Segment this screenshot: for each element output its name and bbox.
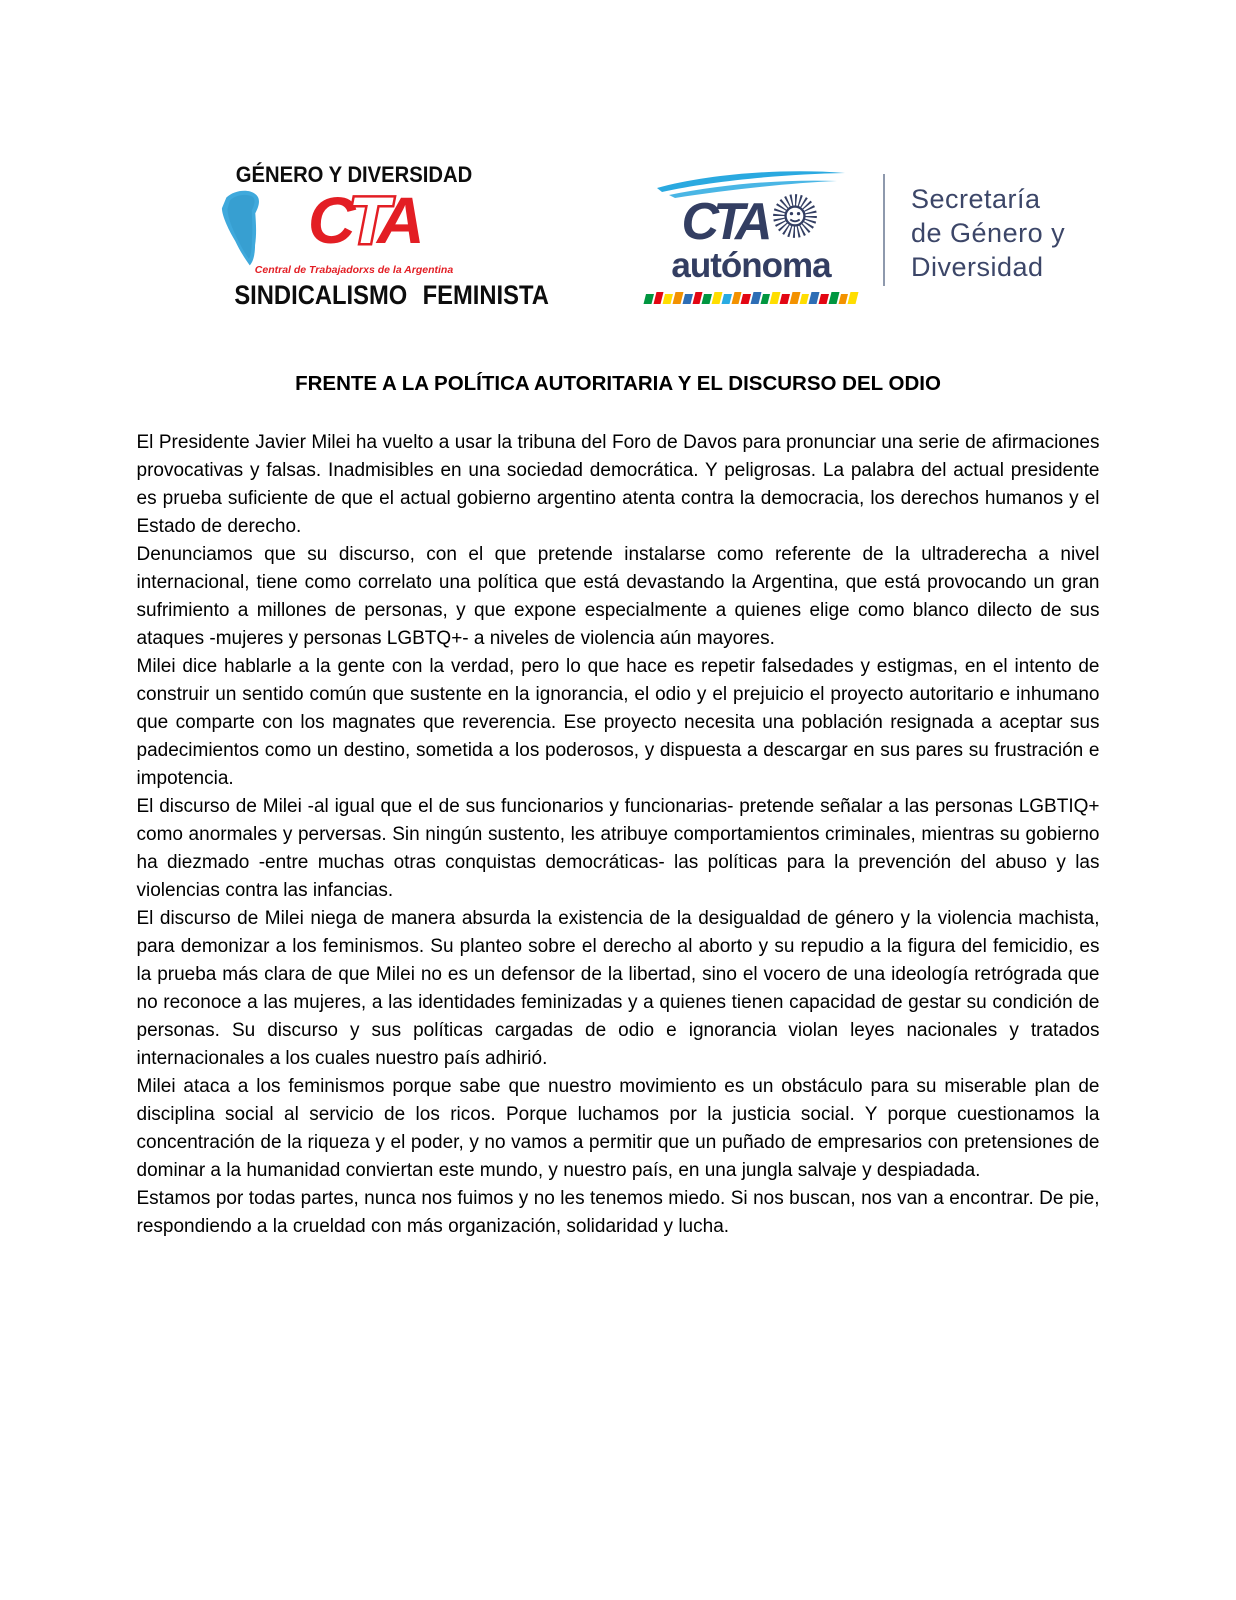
stripe-chip [760, 294, 770, 304]
cta-letter-right: T [713, 193, 735, 251]
autonoma-label: autónoma [671, 246, 831, 285]
stripe-chip [741, 294, 751, 304]
paragraph: Denunciamos que su discurso, con el que pretende instalarse como referente de la ultraderecha a nivel internacional, tiene como correlato una política que está devastando la Argentina, que está provocando un gran sufrimiento a millones de personas, y que expone especialmente a quienes elige como blanco dilecto de sus ataques -mujeres y personas LGBTQ+- a niveles de violencia aún mayores. [136, 544, 1100, 649]
cta-letter-right: C [681, 193, 714, 251]
stripe-chip [799, 294, 809, 304]
logo-cta-autonoma-secretaria [645, 168, 1065, 304]
logo-left-subtitle: Central de Trabajadorxs de la Argentina [254, 264, 454, 276]
south-america-map-icon [212, 182, 287, 277]
org-name-line: de Género y [911, 218, 1066, 248]
cta-letter-left: C [307, 183, 349, 257]
org-name-line: Diversidad [911, 252, 1044, 282]
org-name-line: Secretaría [911, 184, 1041, 214]
sun-icon [769, 190, 821, 247]
stripe-chip [702, 294, 712, 304]
logo-divider-line [883, 174, 885, 286]
logo-left-top-text: GÉNERO Y DIVERSIDAD [235, 162, 473, 187]
document-body [137, 429, 1100, 1241]
stripe-chip [721, 294, 731, 304]
stripe-chip [819, 294, 829, 304]
cta-right-wordmark [645, 193, 857, 251]
cta-letter-right: A [734, 193, 767, 251]
cta-letter-left: A [376, 183, 418, 257]
paragraph: El Presidente Javier Milei ha vuelto a usar la tribuna del Foro de Davos para pronunciar una serie de afirmaciones provocativas y falsas. Inadmisibles en una sociedad democrática. Y peligrosas. La palabra del actual presidente es prueba suficiente de que el actual gobierno argentino atenta contra la democracia, los derechos humanos y el Estado de derecho. [136, 432, 1100, 537]
stripe-chip [838, 294, 848, 304]
cta-letter-left: T [348, 183, 377, 257]
paragraph: Milei dice hablarle a la gente con la verdad, pero lo que hace es repetir falsedades y estigmas, en el intento de construir un sentido común que sustente en la ignorancia, el odio y el prejuicio el proyecto autoritario e inhumano que comparte con los magnates que reverencia. Ese proyecto necesita una población resignada a aceptar sus padecimientos como un destino, sometida a los poderosos, y dispuesta a descargar en sus pares su frustración e impotencia. [136, 656, 1100, 789]
cta-left-letters [308, 184, 418, 256]
org-name [911, 182, 1065, 284]
document-title: FRENTE A LA POLÍTICA AUTORITARIA Y EL DISCURSO DEL ODIO [295, 372, 941, 395]
logo-cta-genero-diversidad [218, 162, 549, 311]
stripe-chip [780, 294, 790, 304]
stripe-chip [848, 292, 859, 304]
cta-right-letters [681, 193, 767, 251]
paragraph: Estamos por todas partes, nunca nos fuimos y no les tenemos miedo. Si nos buscan, nos van a encontrar. De pie, respondiendo a la crueldad con más organización, solidaridad y lucha. [136, 1188, 1100, 1237]
logo-left-bottom-text: SINDICALISMO FEMINISTA [234, 280, 549, 310]
header-logos [0, 0, 1236, 372]
paragraph: El discurso de Milei -al igual que el de sus funcionarios y funcionarias- pretende señalar a las personas LGBTIQ+ como anormales y perversas. Sin ningún sustento, les atribuye comportamientos criminales, mientras su gobierno ha diezmado -entre muchas otras conquistas democráticas- las políticas para la prevención del abuso y las violencias contra las infancias. [136, 796, 1100, 901]
stripe-chip [663, 294, 673, 304]
wiphala-stripe [644, 292, 859, 304]
cta-left-wordmark [218, 183, 490, 262]
stripe-chip [643, 294, 653, 304]
cta-autonoma-logo [645, 168, 857, 304]
paragraph: Milei ataca a los feminismos porque sabe que nuestro movimiento es un obstáculo para su miserable plan de disciplina social al servicio de los ricos. Porque luchamos por la justicia social. Y porque cuestionamos la concentración de la riqueza y el poder, y no vamos a permitir que un puñado de empresarios con pretensiones de dominar a la humanidad conviertan este mundo, y nuestro país, en una jungla salvaje y despiadada. [136, 1076, 1100, 1181]
paragraph: El discurso de Milei niega de manera absurda la existencia de la desigualdad de género y la violencia machista, para demonizar a los feminismos. Su planteo sobre el derecho al aborto y su repudio a la figura del femicidio, es la prueba más clara de que Milei no es un defensor de la libertad, sino el vocero de una ideología retrógrada que no reconoce a las mujeres, a las identidades feminizadas y a quienes tienen capacidad de gestar su condición de personas. Su discurso y sus políticas cargadas de odio e ignorancia violan leyes nacionales y tratados internacionales a los cuales nuestro país adhirió. [136, 908, 1100, 1069]
stripe-chip [682, 294, 692, 304]
document-content [137, 372, 1100, 1241]
